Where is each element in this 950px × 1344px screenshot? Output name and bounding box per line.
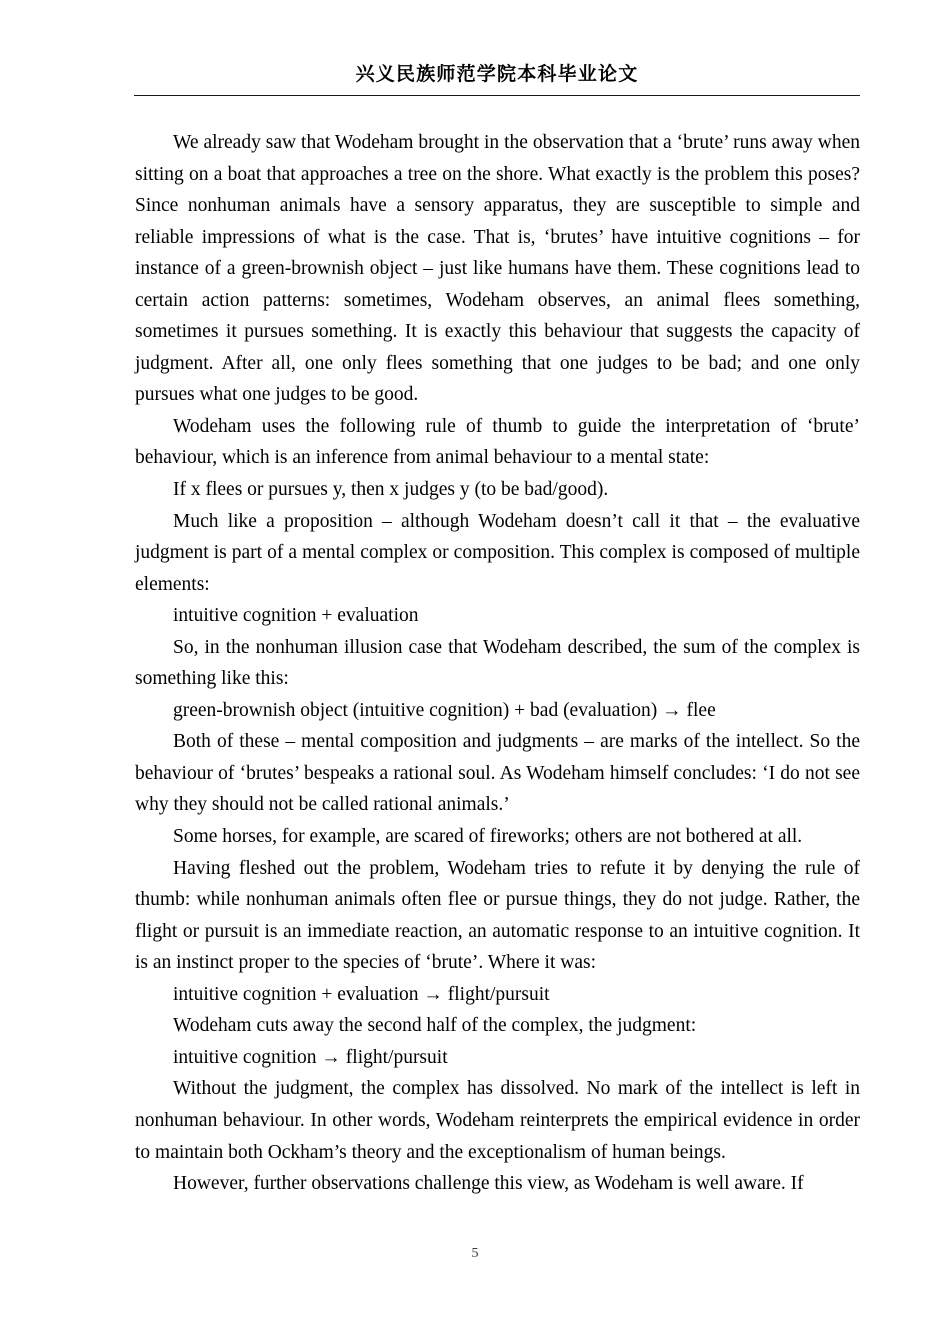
body-line: If x flees or pursues y, then x judges y (to be bad/good). [173,479,609,501]
body-paragraph: We already saw that Wodeham brought in the observation that a ‘brute’ runs away when sitting on a boat that approaches a tree on the shore. What exactly is the problem this poses? Since nonhuman animals have a sensory apparatus, they are susceptible to simple and reliable impressions of what is the case. That is, ‘brutes’ have intuitive cognitions – for instance of a green-brownish object – just like humans have them. These cognitions lead to certain action patterns: sometimes, Wodeham observes, an animal flees something, sometimes it pursues something. It is exactly this behaviour that suggests the capacity of judgment. After all, one only flees something that one judges to be bad; and one only pursues what one judges to be good. [135,132,860,406]
body-paragraph: Having fleshed out the problem, Wodeham tries to refute it by denying the rule of thumb: while nonhuman animals often flee or pursue things, they do not judge. Rather, the flight or pursuit is an immediate reaction, an automatic response to an intuitive cognition. It is an instinct proper to the species of ‘brute’. Where it was: [135,857,860,974]
body-line: Some horses, for example, are scared of fireworks; others are not bothered at all. [173,826,803,848]
body-paragraph: However, further observations challenge this view, as Wodeham is well aware. If [173,1173,804,1195]
body-paragraph: Both of these – mental composition and judgments – are marks of the intellect. So the behaviour of ‘brutes’ bespeaks a rational soul. As Wodeham himself concludes: ‘I do not see why they should not be called rational animals.’ [135,731,860,816]
body-line: green-brownish object (intuitive cognition) + bad (evaluation) → flee [173,699,716,721]
body-line: intuitive cognition + evaluation → flight/pursuit [173,983,550,1005]
page-header-title: 兴义民族师范学院本科毕业论文 [355,64,639,85]
body-line: Wodeham cuts away the second half of the complex, the judgment: [173,1015,697,1037]
body-line: intuitive cognition → flight/pursuit [173,1046,448,1068]
body-paragraph: Without the judgment, the complex has dissolved. No mark of the intellect is left in nonhuman behaviour. In other words, Wodeham reinterprets the empirical evidence in order to maintain both Ockham’s theory and the exceptionalism of human beings. [135,1078,860,1163]
body-paragraph: Wodeham uses the following rule of thumb to guide the interpretation of ‘brute’ behaviour, which is an inference from animal behaviour to a mental state: [135,415,860,469]
page-number: 5 [471,1246,479,1261]
body-paragraph: Much like a proposition – although Wodeham doesn’t call it that – the evaluative judgment is part of a mental complex or composition. This complex is composed of multiple elements: [135,510,860,595]
body-paragraph: So, in the nonhuman illusion case that Wodeham described, the sum of the complex is something like this: [135,636,860,690]
page-header [134,62,860,88]
document-body [135,127,860,1200]
header-divider [134,95,860,96]
body-line: intuitive cognition + evaluation [173,605,419,627]
